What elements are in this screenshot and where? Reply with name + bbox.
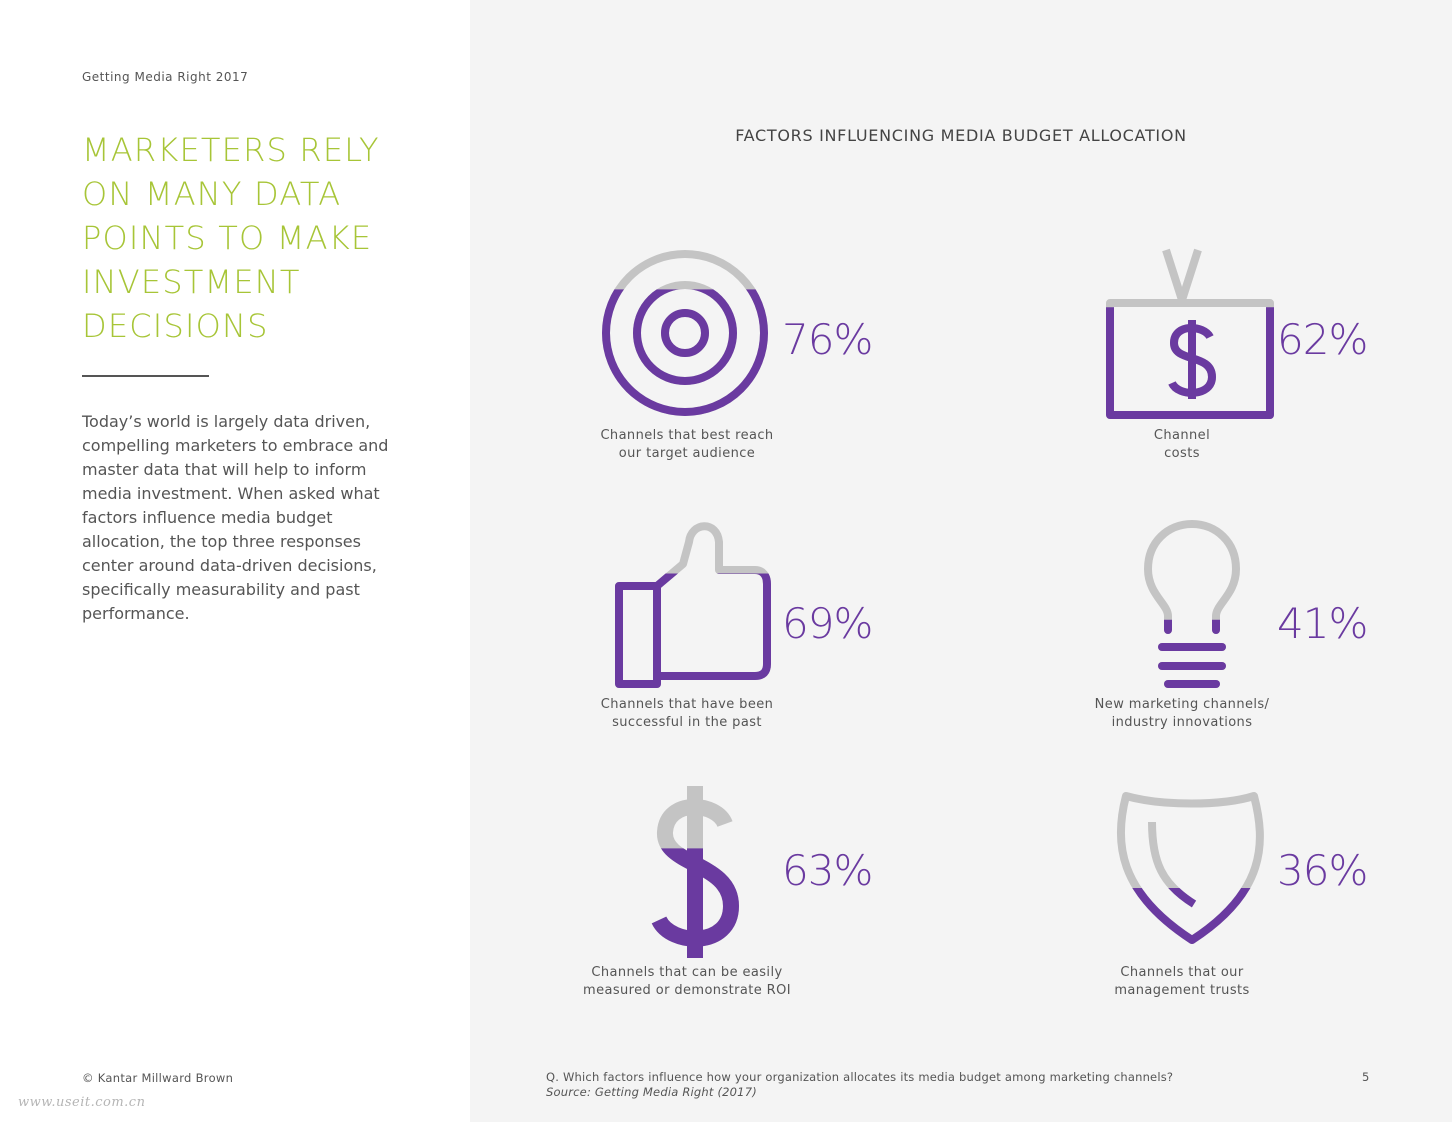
chart-title: FACTORS INFLUENCING MEDIA BUDGET ALLOCATION [735, 126, 1187, 145]
report-name: Getting Media Right 2017 [82, 70, 249, 84]
target-icon [587, 245, 787, 425]
percent-label: 69% [782, 599, 873, 648]
tv-dollar-icon [1082, 245, 1282, 425]
shield-icon [1082, 782, 1282, 962]
caption-line-1: Channels that can be easily [591, 965, 783, 980]
item-caption [1072, 964, 1292, 1000]
caption-line-1: Channels that best reach [600, 428, 774, 443]
page-headline: MARKETERS RELY ON MANY DATA POINTS TO MAKE INVESTMENT DECISIONS [82, 131, 380, 345]
chart-item [577, 514, 937, 774]
dollar-sign-icon [587, 782, 787, 962]
body-text: Today’s world is largely data driven, compelling marketers to embrace and master data that will help to inform media investment. When asked what factors influence media budget allocation, the top three responses center around data-driven decisions, specifically measurability and past performance. [82, 412, 389, 623]
item-caption [1072, 696, 1292, 732]
chart-item [1072, 245, 1432, 505]
chart-item [1072, 514, 1432, 774]
thumbs-up-icon [587, 514, 787, 694]
source-note: Source: Getting Media Right (2017) [546, 1085, 757, 1099]
percent-label: 63% [782, 846, 873, 895]
survey-question: Q. Which factors influence how your organization allocates its media budget among marketing channels? [546, 1070, 1174, 1084]
caption-line-1: Channels that our [1120, 965, 1244, 980]
chart-item [1072, 782, 1432, 1042]
left-panel [0, 0, 470, 1122]
item-caption [577, 427, 797, 463]
lightbulb-icon [1082, 514, 1282, 694]
chart-item [577, 782, 937, 1042]
caption-line-2: our target audience [618, 446, 756, 461]
item-caption [577, 696, 797, 732]
caption-line-1: Channel [1153, 428, 1211, 443]
item-caption [1072, 427, 1292, 463]
percent-label: 62% [1277, 315, 1368, 364]
chart-item [577, 245, 937, 505]
page-number: 5 [1362, 1070, 1370, 1084]
item-caption [577, 964, 797, 1000]
caption-line-1: Channels that have been [600, 697, 774, 712]
caption-line-2: successful in the past [612, 715, 762, 730]
divider [82, 375, 209, 377]
caption-line-2: measured or demonstrate ROI [583, 983, 791, 998]
copyright: © Kantar Millward Brown [82, 1071, 234, 1085]
caption-line-2: costs [1164, 446, 1200, 461]
caption-line-2: management trusts [1114, 983, 1250, 998]
percent-label: 41% [1277, 599, 1368, 648]
watermark: www.useit.com.cn [18, 1095, 146, 1110]
percent-label: 76% [782, 315, 873, 364]
percent-label: 36% [1277, 846, 1368, 895]
caption-line-2: industry innovations [1111, 715, 1253, 730]
caption-line-1: New marketing channels/ [1094, 697, 1270, 712]
